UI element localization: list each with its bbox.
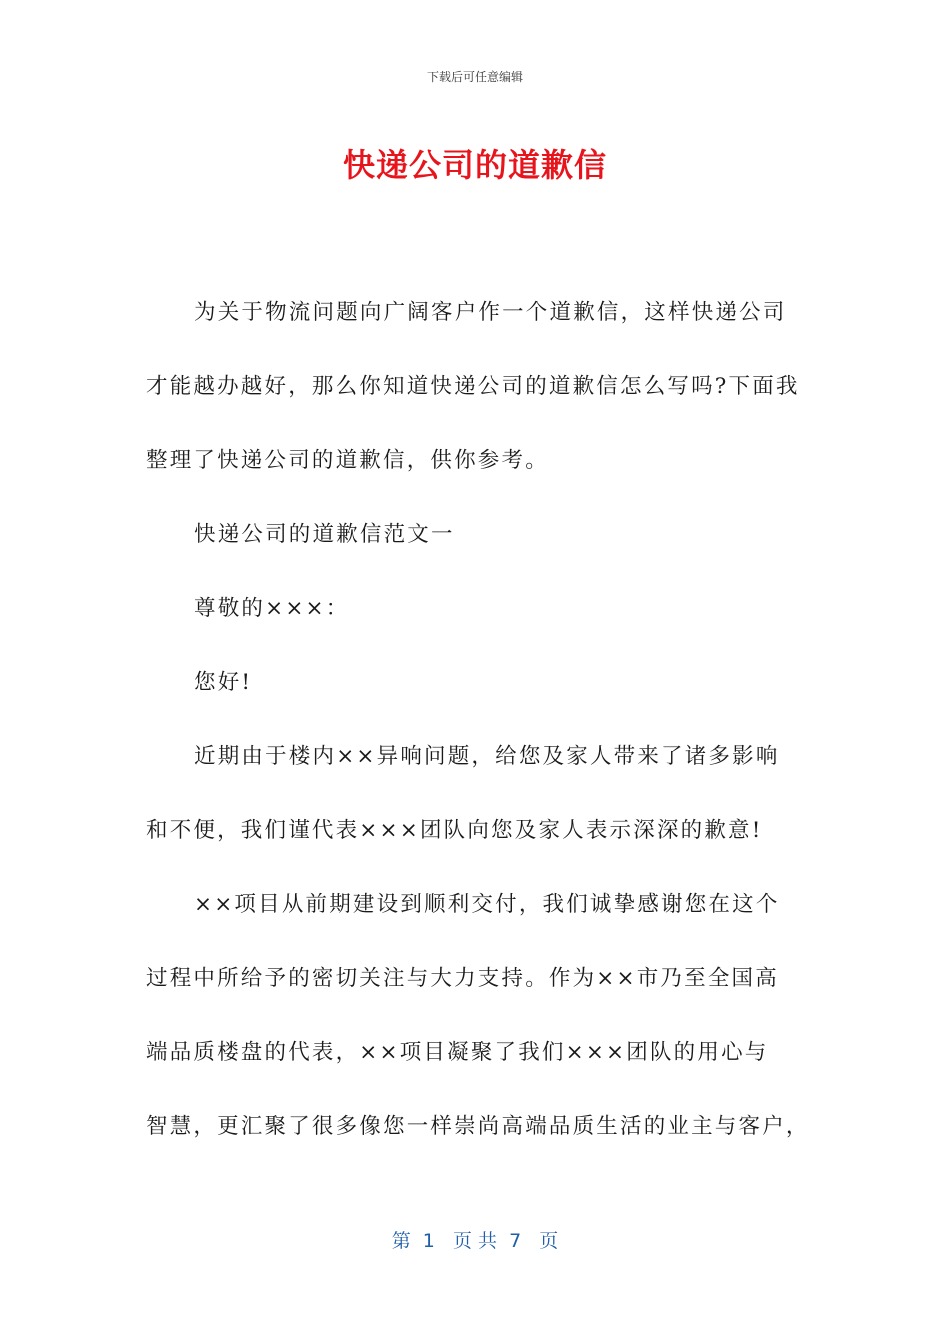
body-line: 过程中所给予的密切关注与大力支持。作为××市乃至全国高 <box>146 966 779 991</box>
page-number-footer: 第 1 页 共 7 页 <box>391 1230 559 1252</box>
body-line: 整理了快递公司的道歉信，供你参考。 <box>146 448 549 473</box>
document-title: 快递公司的道歉信 <box>342 146 607 184</box>
body-line: 为关于物流问题向广阔客户作一个道歉信，这样快递公司 <box>194 300 787 325</box>
document-body <box>146 276 810 1164</box>
body-line: ××项目从前期建设到顺利交付，我们诚挚感谢您在这个 <box>194 892 780 917</box>
body-line: 和不便，我们谨代表×××团队向您及家人表示深深的歉意! <box>146 818 763 843</box>
greeting: 您好! <box>194 670 253 695</box>
body-line: 近期由于楼内××异响问题，给您及家人带来了诸多影响 <box>194 744 780 769</box>
section-heading: 快递公司的道歉信范文一 <box>194 522 455 547</box>
salutation: 尊敬的×××： <box>194 596 350 621</box>
body-line: 端品质楼盘的代表，××项目凝聚了我们×××团队的用心与 <box>146 1040 769 1065</box>
body-line: 才能越办越好，那么你知道快递公司的道歉信怎么写吗?下面我 <box>146 374 800 399</box>
body-line: 智慧，更汇聚了很多像您一样崇尚高端品质生活的业主与客户， <box>146 1114 810 1139</box>
header-note: 下载后可任意编辑 <box>426 70 523 84</box>
